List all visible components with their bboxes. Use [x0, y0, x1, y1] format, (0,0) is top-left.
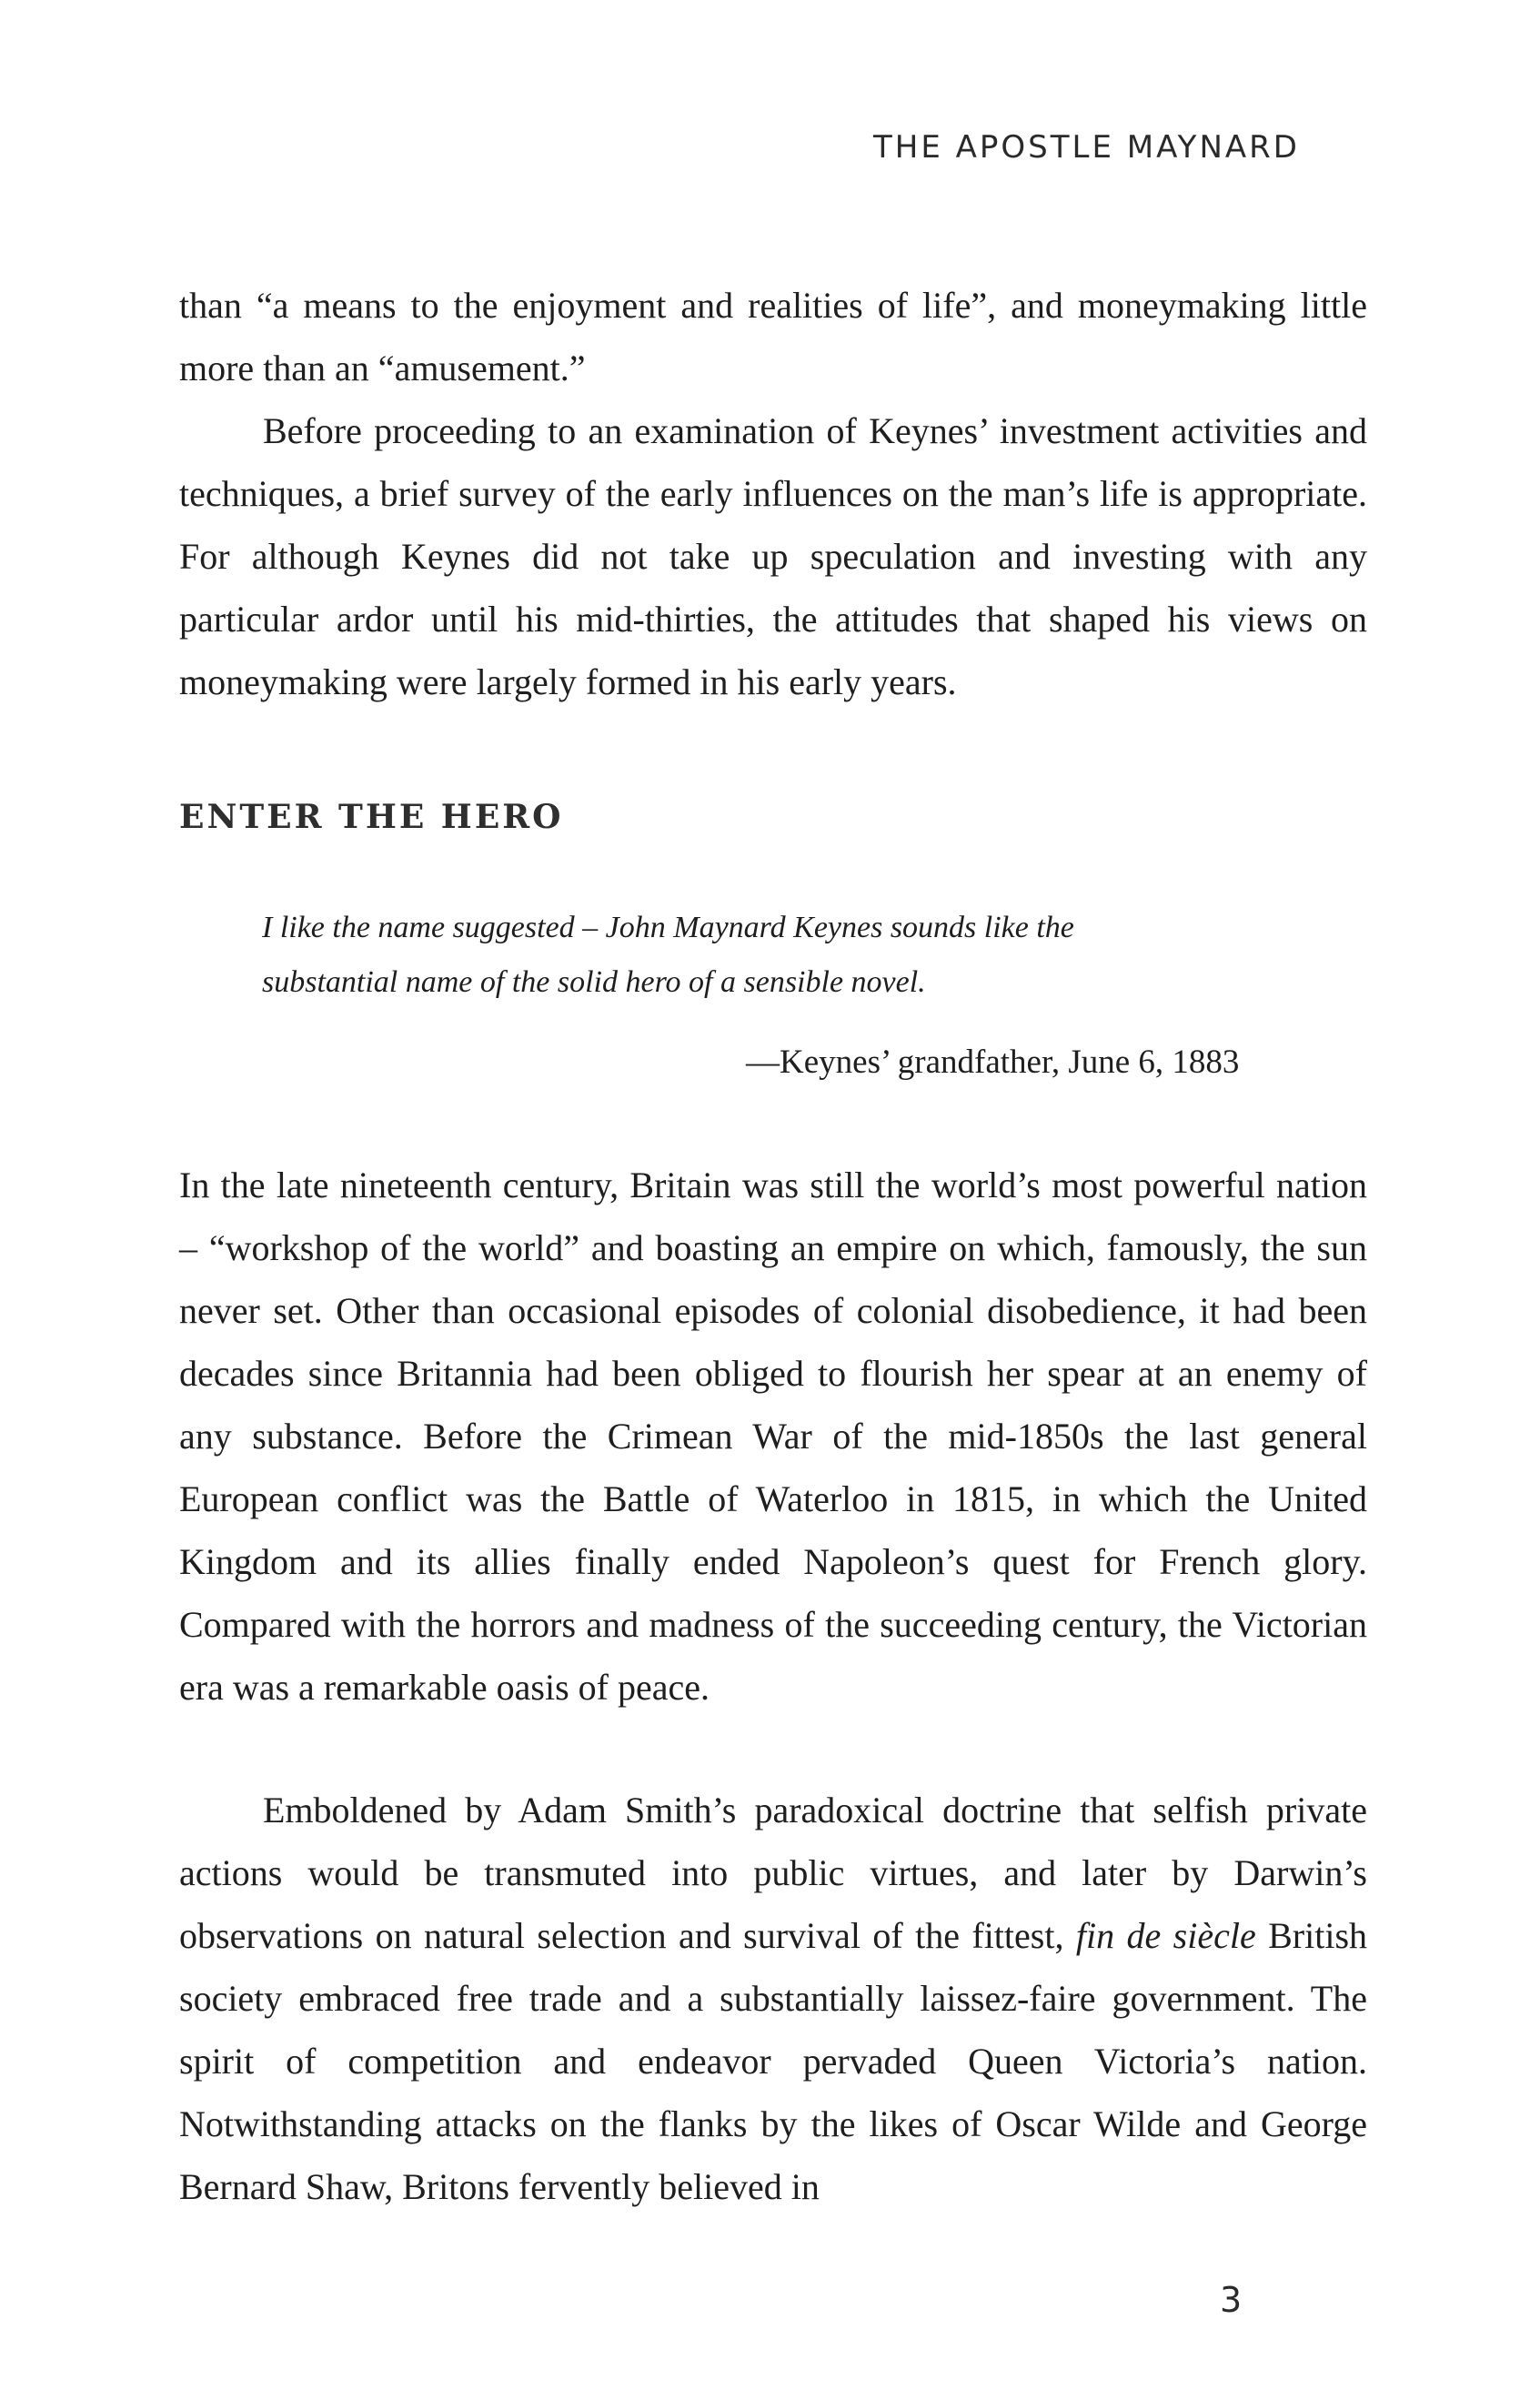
- paragraph-influences: [179, 399, 1367, 713]
- page-number: 3: [1220, 2280, 1243, 2320]
- paragraph-continuation: than “a means to the enjoyment and realities of life”, and moneymaking little more than an “amusement.”: [179, 285, 1367, 388]
- running-head: THE APOSTLE MAYNARD: [873, 129, 1300, 166]
- foreign-phrase: fin de siècle: [1075, 1915, 1256, 1956]
- paragraph-society-text-start: Emboldened by Adam Smith’s paradoxical doctrine that selfish private actions would be transmuted into public virtues, and later by Darwin’s observations on natural selection and survival of the fittest,: [179, 1790, 1367, 1956]
- epigraph-line-2: substantial name of the solid hero of a sensible novel.: [262, 965, 926, 999]
- paragraph-society-text-end: British society embraced free trade and a substantially laissez-faire government. The spirit of competition and endeavor pervaded Queen Victoria’s nation. Notwithstanding attacks on the flanks by the likes of Oscar Wilde and George Bernard Shaw, Britons fervently believed in: [179, 1915, 1368, 2207]
- epigraph-line-1: I like the name suggested – John Maynard Keynes sounds like the: [262, 911, 1074, 944]
- paragraph-society: [179, 1779, 1367, 2218]
- paragraph-britain: In the late nineteenth century, Britain was still the world’s most powerful nation – “workshop of the world” and boasting an empire on which, famously, the sun never set. Other than occasional episodes of colonial disobedience, it had been decades since Britannia had been obliged to flourish her spear at an enemy of any substance. Before the Crimean War of the mid-1850s the last general European conflict was the Battle of Waterloo in 1815, in which the United Kingdom and its allies finally ended Napoleon’s quest for French glory. Compared with the horrors and madness of the succeeding century, the Victorian era was a remarkable oasis of peace.: [179, 1165, 1367, 1708]
- epigraph-quote: [262, 901, 1263, 1010]
- epigraph-attribution: —Keynes’ grandfather, June 6, 1883: [746, 1044, 1240, 1081]
- paragraph-influences-text: Before proceeding to an examination of Keynes’ investment activities and techniques, a brief survey of the early influences on the man’s life is appropriate. For although Keynes did not take up speculation and investing with any particular ardor until his mid-thirties, the attitudes that shaped his views on moneymaking were largely formed in his early years.: [179, 410, 1367, 702]
- section-heading: ENTER THE HERO: [179, 798, 564, 836]
